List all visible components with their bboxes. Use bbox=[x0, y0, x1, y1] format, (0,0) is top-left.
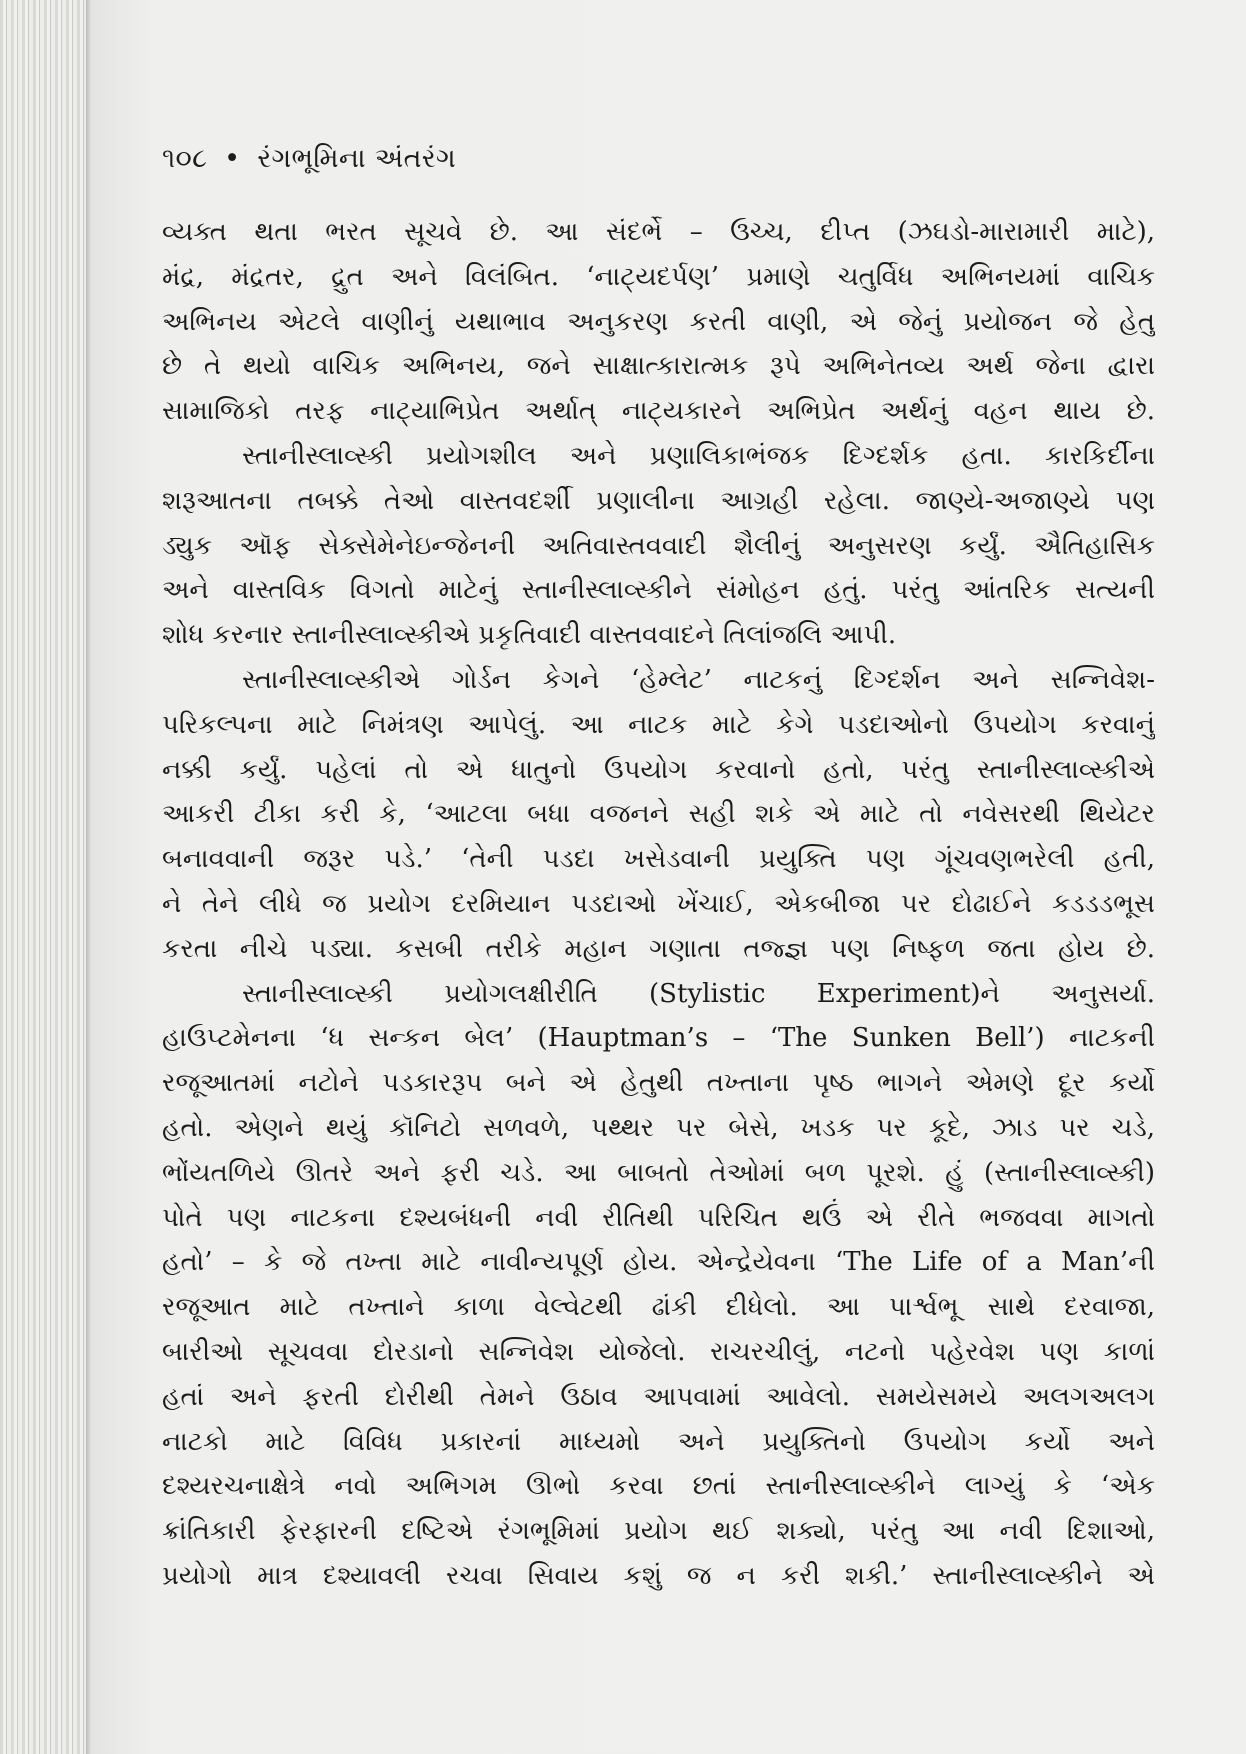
body-text bbox=[162, 210, 1155, 1599]
text-line: વ્યક્ત થતા ભરત સૂચવે છે. આ સંદર્ભે – ઉચ્ચ, દીપ્ત (ઝઘડો-મારામારી માટે), bbox=[162, 217, 1155, 247]
page-number: ૧૦૮ bbox=[162, 143, 208, 174]
text-line: રજૂઆતમાં નટોને પડકારરૂપ બને એ હેતુથી તખ્તાના પૃષ્ઠ ભાગને એમણે દૂર કર્યો bbox=[162, 1068, 1155, 1099]
text-line: હાઉપ્ટમેનના ‘ધ સન્કન બેલ’ (Hauptman’s – ‘The Sunken Bell’) નાટકની bbox=[162, 1023, 1155, 1054]
text-line: રજૂઆત માટે તખ્તાને કાળા વેલ્વેટથી ઢાંકી દીધેલો. આ પાર્શ્વભૂ સાથે દરવાજા, bbox=[162, 1292, 1155, 1323]
text-line: કરતા નીચે પડ્યા. કસબી તરીકે મહાન ગણાતા તજ્જ્ઞ પણ નિષ્ફળ જતા હોય છે. bbox=[162, 933, 1155, 964]
text-line: હતો’ – કે જે તખ્તા માટે નાવીન્યપૂર્ણ હોય. એન્દ્રેયેવના ‘The Life of a Man’ની bbox=[162, 1247, 1155, 1278]
text-line: અભિનય એટલે વાણીનું યથાભાવ અનુકરણ કરતી વાણી, એ જેનું પ્રયોજન જે હેતુ bbox=[162, 306, 1155, 337]
text-line: પરિકલ્પના માટે નિમંત્રણ આપેલું. આ નાટક માટે કેગે પડદાઓનો ઉપયોગ કરવાનું bbox=[162, 709, 1155, 740]
text-line: ભોંયતળિયે ઊતરે અને ફરી ચડે. આ બાબતો તેઓમાં બળ પૂરશે. હું (સ્તાનીસ્લાવ્સ્કી) bbox=[162, 1157, 1155, 1188]
header-separator: • bbox=[224, 143, 241, 174]
paragraph bbox=[162, 658, 1155, 972]
text-line: દશ્યરચનાક્ષેત્રે નવો અભિગમ ઊભો કરવા છતાં સ્તાનીસ્લાવ્સ્કીને લાગ્યું કે ‘એક bbox=[162, 1471, 1155, 1502]
text-line: સ્તાનીસ્લાવ્સ્કીએ ગોર્ડન કેગને ‘હેમ્લેટ’ નાટકનું દિગ્દર્શન અને સન્નિવેશ- bbox=[242, 664, 1155, 695]
text-line: છે તે થયો વાચિક અભિનય, જને સાક્ષાત્કારાત્મક રૂપે અભિનેતવ્ય અર્થ જેના દ્વારા bbox=[162, 351, 1155, 382]
text-line: સ્તાનીસ્લાવ્સ્કી પ્રયોગશીલ અને પ્રણાલિકાભંજક દિગ્દર્શક હતા. કારકિર્દીના bbox=[242, 440, 1155, 471]
text-line: મંદ્ર, મંદ્રતર, દ્રુત અને વિલંબિત. ‘નાટ્યદર્પણ’ પ્રમાણે ચતુર્વિધ અભિનયમાં વાચિક bbox=[162, 261, 1155, 292]
text-line: શરૂઆતના તબક્કે તેઓ વાસ્તવદર્શી પ્રણાલીના આગ્રહી રહેલા. જાણ્યે-અજાણ્યે પણ bbox=[162, 485, 1155, 516]
text-line: પ્રયોગો માત્ર દશ્યાવલી રચવા સિવાય કશું જ ન કરી શકી.’ સ્તાનીસ્લાવ્સ્કીને એ bbox=[162, 1560, 1155, 1591]
book-title: રંગભૂમિના અંતરંગ bbox=[257, 143, 457, 174]
text-line: અને વાસ્તવિક વિગતો માટેનું સ્તાનીસ્લાવ્સ્કીને સંમોહન હતું. પરંતુ આંતરિક સત્યની bbox=[162, 575, 1155, 606]
text-line: પોતે પણ નાટકના દશ્યબંધની નવી રીતિથી પરિચિત થઉં એ રીતે ભજવવા માગતો bbox=[162, 1202, 1155, 1233]
text-line: આકરી ટીકા કરી કે, ‘આટલા બધા વજનને સહી શકે એ માટે તો નવેસરથી થિયેટર bbox=[162, 799, 1155, 830]
text-line: ક્રાંતિકારી ફેરફારની દષ્ટિએ રંગભૂમિમાં પ્રયોગ થઈ શક્યો, પરંતુ આ નવી દિશાઓ, bbox=[162, 1516, 1155, 1547]
text-line: બારીઓ સૂચવવા દોરડાનો સન્નિવેશ યોજેલો. રાચરચીલું, નટનો પહેરવેશ પણ કાળાં bbox=[162, 1336, 1155, 1367]
text-line: શોધ કરનાર સ્તાનીસ્લાવ્સ્કીએ પ્રકૃતિવાદી વાસ્તવવાદને તિલાંજલિ આપી. bbox=[162, 620, 897, 651]
text-line: ડ્યુક ઑફ સેક્સેમેનેઇન્જેનની અતિવાસ્તવવાદી શૈલીનું અનુસરણ કર્યું. ઐતિહાસિક bbox=[162, 530, 1155, 561]
text-line: હતો. એણને થયું કૉનિટો સળવળે, પથ્થર પર બેસે, ખડક પર કૂદે, ઝાડ પર ચડે, bbox=[162, 1112, 1155, 1143]
running-head bbox=[162, 143, 456, 175]
paragraph bbox=[162, 972, 1155, 1599]
paragraph bbox=[162, 210, 1155, 434]
text-line: હતાં અને ફરતી દોરીથી તેમને ઉઠાવ આપવામાં આવેલો. સમયેસમયે અલગઅલગ bbox=[162, 1381, 1155, 1412]
text-line: સ્તાનીસ્લાવ્સ્કી પ્રયોગલક્ષીરીતિ (Stylistic Experiment)ને અનુસર્યા. bbox=[242, 978, 1155, 1009]
page-edges bbox=[0, 0, 92, 1754]
text-line: નાટકો માટે વિવિધ પ્રકારનાં માધ્યમો અને પ્રયુક્તિનો ઉપયોગ કર્યો અને bbox=[162, 1426, 1155, 1457]
text-line: નક્કી કર્યું. પહેલાં તો એ ધાતુનો ઉપયોગ કરવાનો હતો, પરંતુ સ્તાનીસ્લાવ્સ્કીએ bbox=[162, 754, 1155, 785]
text-line: બનાવવાની જરૂર પડે.’ ‘તેની પડદા ખસેડવાની પ્રયુક્તિ પણ ગૂંચવણભરેલી હતી, bbox=[162, 844, 1155, 875]
paragraph bbox=[162, 434, 1155, 658]
text-line: ને તેને લીધે જ પ્રયોગ દરમિયાન પડદાઓ ખેંચાઈ, એકબીજા પર દોઢાઈને કડડડભૂસ bbox=[162, 888, 1155, 919]
text-line: સામાજિકો તરફ નાટ્યાભિપ્રેત અર્થાત્ નાટ્યકારને અભિપ્રેત અર્થનું વહન થાય છે. bbox=[162, 396, 1155, 427]
